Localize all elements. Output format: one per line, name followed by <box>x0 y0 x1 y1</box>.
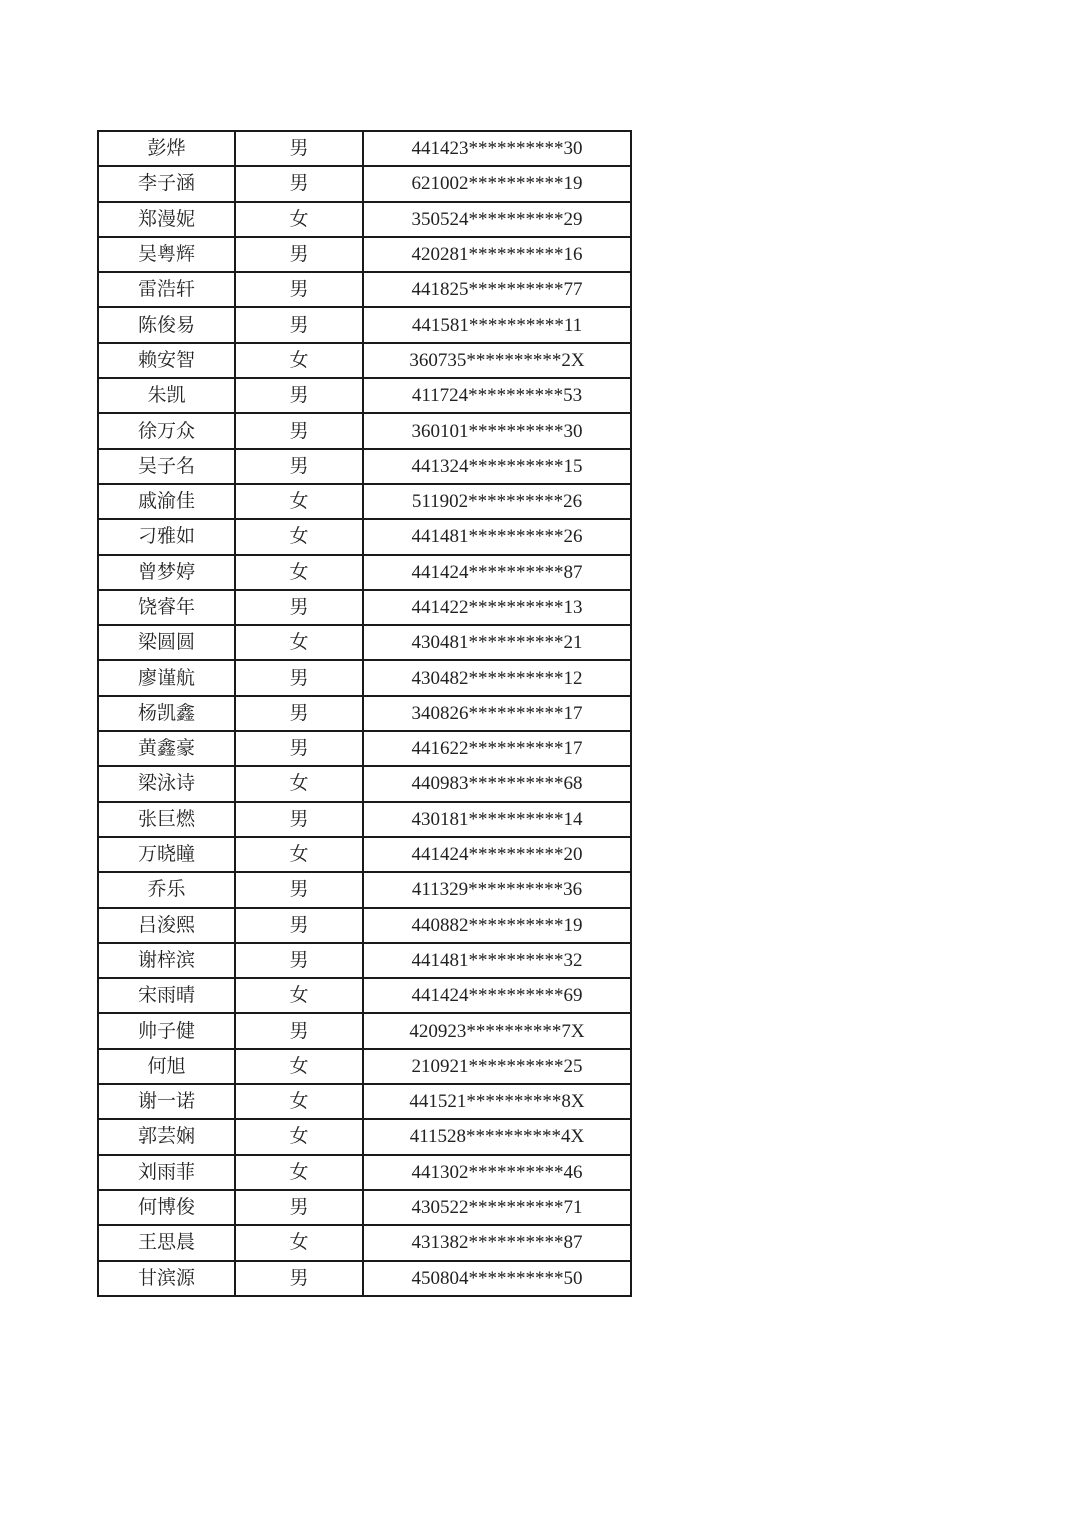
table-row <box>98 766 631 801</box>
gender-cell: 男 <box>235 908 363 943</box>
gender-cell: 男 <box>235 802 363 837</box>
name-cell: 雷浩轩 <box>98 272 235 307</box>
table-row <box>98 590 631 625</box>
gender-cell: 女 <box>235 1084 363 1119</box>
id-number-cell: 441422**********13 <box>363 590 631 625</box>
id-number-cell: 441521**********8X <box>363 1084 631 1119</box>
name-cell: 刁雅如 <box>98 519 235 554</box>
name-cell: 杨凯鑫 <box>98 696 235 731</box>
table-row <box>98 166 631 201</box>
name-cell: 李子涵 <box>98 166 235 201</box>
name-cell: 张巨燃 <box>98 802 235 837</box>
name-cell: 吕浚熙 <box>98 908 235 943</box>
table-row <box>98 413 631 448</box>
id-number-cell: 440983**********68 <box>363 766 631 801</box>
table-row <box>98 1049 631 1084</box>
id-number-cell: 420281**********16 <box>363 237 631 272</box>
name-cell: 谢一诺 <box>98 1084 235 1119</box>
id-number-cell: 360735**********2X <box>363 343 631 378</box>
name-cell: 饶睿年 <box>98 590 235 625</box>
table-row <box>98 837 631 872</box>
table-row <box>98 1119 631 1154</box>
table-row <box>98 484 631 519</box>
id-number-cell: 420923**********7X <box>363 1013 631 1048</box>
id-number-cell: 511902**********26 <box>363 484 631 519</box>
id-number-cell: 621002**********19 <box>363 166 631 201</box>
name-cell: 徐万众 <box>98 413 235 448</box>
name-cell: 郑漫妮 <box>98 202 235 237</box>
id-number-cell: 430482**********12 <box>363 660 631 695</box>
name-cell: 万晓瞳 <box>98 837 235 872</box>
name-cell: 谢梓滨 <box>98 943 235 978</box>
id-number-cell: 360101**********30 <box>363 413 631 448</box>
gender-cell: 女 <box>235 1155 363 1190</box>
id-number-cell: 411528**********4X <box>363 1119 631 1154</box>
gender-cell: 男 <box>235 696 363 731</box>
table-row <box>98 272 631 307</box>
gender-cell: 男 <box>235 1261 363 1296</box>
id-number-cell: 431382**********87 <box>363 1225 631 1260</box>
gender-cell: 女 <box>235 625 363 660</box>
name-cell: 廖谨航 <box>98 660 235 695</box>
name-cell: 帅子健 <box>98 1013 235 1048</box>
table-row <box>98 343 631 378</box>
roster-table <box>97 130 632 1297</box>
name-cell: 梁圆圆 <box>98 625 235 660</box>
table-row <box>98 625 631 660</box>
id-number-cell: 340826**********17 <box>363 696 631 731</box>
table-row <box>98 131 631 166</box>
name-cell: 朱凯 <box>98 378 235 413</box>
table-row <box>98 307 631 342</box>
id-number-cell: 411329**********36 <box>363 872 631 907</box>
gender-cell: 女 <box>235 1049 363 1084</box>
id-number-cell: 430181**********14 <box>363 802 631 837</box>
gender-cell: 女 <box>235 837 363 872</box>
id-number-cell: 440882**********19 <box>363 908 631 943</box>
id-number-cell: 411724**********53 <box>363 378 631 413</box>
table-row <box>98 519 631 554</box>
name-cell: 何旭 <box>98 1049 235 1084</box>
id-number-cell: 210921**********25 <box>363 1049 631 1084</box>
gender-cell: 男 <box>235 1013 363 1048</box>
table-row <box>98 943 631 978</box>
table-row <box>98 237 631 272</box>
id-number-cell: 441424**********69 <box>363 978 631 1013</box>
gender-cell: 女 <box>235 343 363 378</box>
name-cell: 赖安智 <box>98 343 235 378</box>
id-number-cell: 441423**********30 <box>363 131 631 166</box>
name-cell: 彭烨 <box>98 131 235 166</box>
gender-cell: 男 <box>235 590 363 625</box>
table-row <box>98 696 631 731</box>
gender-cell: 男 <box>235 378 363 413</box>
table-row <box>98 978 631 1013</box>
table-row <box>98 660 631 695</box>
id-number-cell: 441581**********11 <box>363 307 631 342</box>
gender-cell: 男 <box>235 307 363 342</box>
name-cell: 曾梦婷 <box>98 555 235 590</box>
id-number-cell: 441481**********32 <box>363 943 631 978</box>
gender-cell: 女 <box>235 519 363 554</box>
gender-cell: 男 <box>235 660 363 695</box>
name-cell: 黄鑫豪 <box>98 731 235 766</box>
gender-cell: 男 <box>235 272 363 307</box>
table-row <box>98 1261 631 1296</box>
name-cell: 梁泳诗 <box>98 766 235 801</box>
id-number-cell: 441424**********20 <box>363 837 631 872</box>
table-row <box>98 1225 631 1260</box>
id-number-cell: 441622**********17 <box>363 731 631 766</box>
name-cell: 刘雨菲 <box>98 1155 235 1190</box>
table-row <box>98 378 631 413</box>
table-row <box>98 1013 631 1048</box>
gender-cell: 男 <box>235 872 363 907</box>
table-row <box>98 908 631 943</box>
gender-cell: 女 <box>235 1225 363 1260</box>
name-cell: 吴粤辉 <box>98 237 235 272</box>
gender-cell: 男 <box>235 449 363 484</box>
id-number-cell: 441481**********26 <box>363 519 631 554</box>
name-cell: 乔乐 <box>98 872 235 907</box>
table-row <box>98 449 631 484</box>
name-cell: 郭芸娴 <box>98 1119 235 1154</box>
id-number-cell: 430481**********21 <box>363 625 631 660</box>
table-row <box>98 731 631 766</box>
gender-cell: 女 <box>235 202 363 237</box>
table-row <box>98 202 631 237</box>
name-cell: 戚渝佳 <box>98 484 235 519</box>
id-number-cell: 441825**********77 <box>363 272 631 307</box>
id-number-cell: 441424**********87 <box>363 555 631 590</box>
id-number-cell: 350524**********29 <box>363 202 631 237</box>
name-cell: 何博俊 <box>98 1190 235 1225</box>
gender-cell: 男 <box>235 1190 363 1225</box>
table-row <box>98 802 631 837</box>
name-cell: 吴子名 <box>98 449 235 484</box>
table-row <box>98 555 631 590</box>
id-number-cell: 441324**********15 <box>363 449 631 484</box>
roster-table-body <box>98 131 631 1296</box>
id-number-cell: 450804**********50 <box>363 1261 631 1296</box>
gender-cell: 女 <box>235 484 363 519</box>
id-number-cell: 441302**********46 <box>363 1155 631 1190</box>
table-row <box>98 872 631 907</box>
gender-cell: 女 <box>235 1119 363 1154</box>
name-cell: 陈俊易 <box>98 307 235 342</box>
gender-cell: 男 <box>235 166 363 201</box>
name-cell: 甘滨源 <box>98 1261 235 1296</box>
table-row <box>98 1155 631 1190</box>
gender-cell: 女 <box>235 978 363 1013</box>
table-row <box>98 1084 631 1119</box>
gender-cell: 男 <box>235 131 363 166</box>
gender-cell: 女 <box>235 555 363 590</box>
gender-cell: 女 <box>235 766 363 801</box>
name-cell: 宋雨晴 <box>98 978 235 1013</box>
gender-cell: 男 <box>235 731 363 766</box>
gender-cell: 男 <box>235 413 363 448</box>
name-cell: 王思晨 <box>98 1225 235 1260</box>
id-number-cell: 430522**********71 <box>363 1190 631 1225</box>
table-row <box>98 1190 631 1225</box>
gender-cell: 男 <box>235 237 363 272</box>
gender-cell: 男 <box>235 943 363 978</box>
